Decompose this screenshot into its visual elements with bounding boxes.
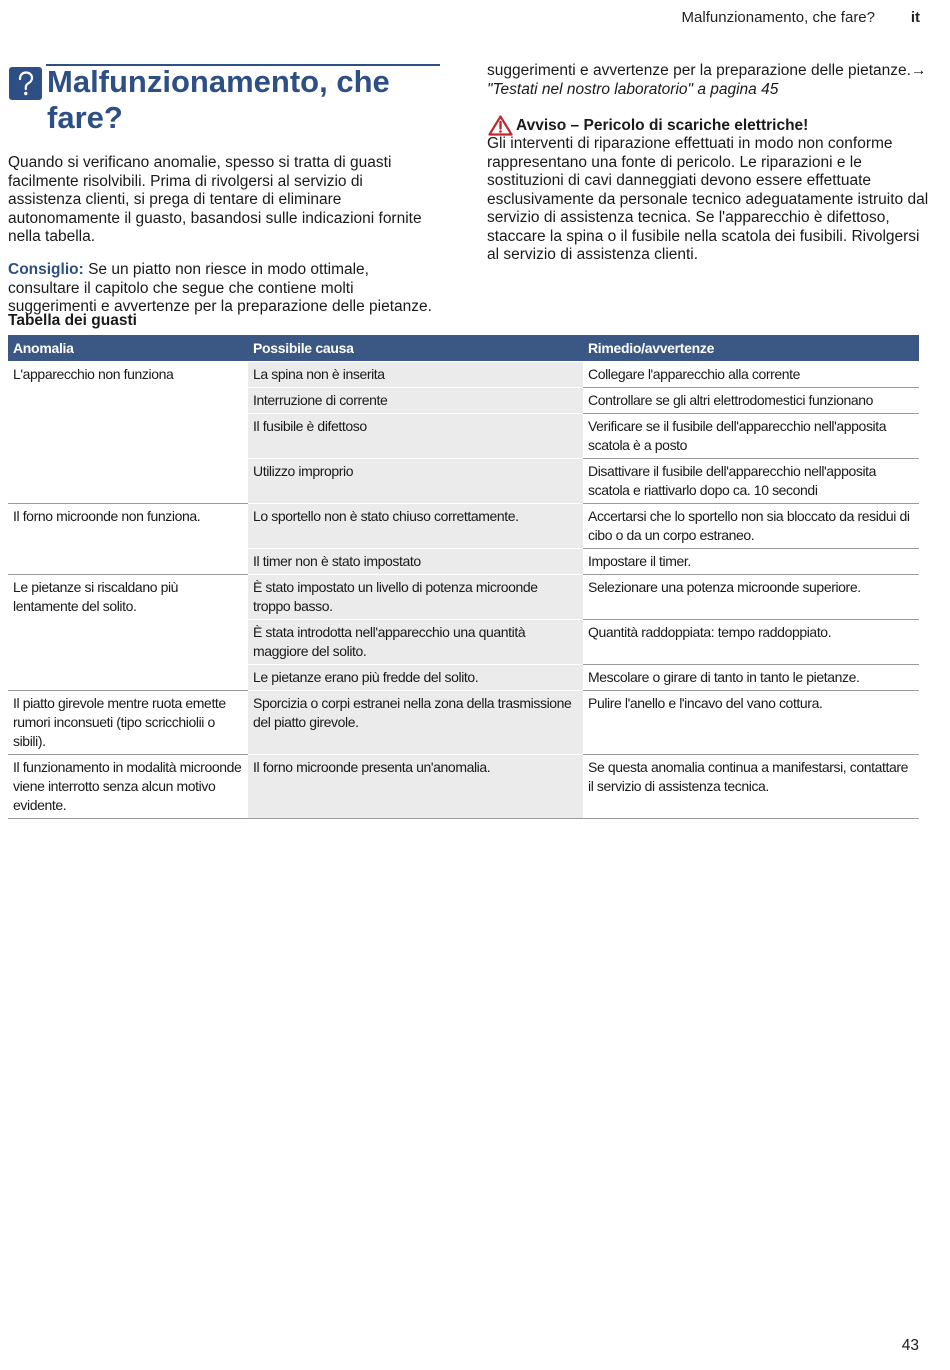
remedy-cell: Selezionare una potenza microonde superiore.: [583, 575, 919, 620]
column-header-cause: Possibile causa: [248, 335, 583, 362]
tip-text: Se un piatto non riesce in modo ottimale, consultare il capitolo che segue che contiene molti suggerimenti e avvertenze per la preparazione delle pietanze.: [8, 261, 432, 315]
remedy-cell: Disattivare il fusibile dell'apparecchio nell'apposita scatola e riattivarlo dopo ca. 10 secondi: [583, 459, 919, 504]
remedy-cell: Quantità raddoppiata: tempo raddoppiato.: [583, 620, 919, 665]
table-row: [8, 691, 919, 755]
table-row: [8, 362, 919, 388]
table-row: [8, 414, 919, 459]
tip-paragraph: [8, 261, 440, 317]
column-header-remedy: Rimedio/avvertenze: [583, 335, 919, 362]
table-row: [8, 504, 919, 549]
language-code: it: [910, 9, 920, 26]
cause-cell: La spina non è inserita: [248, 362, 583, 388]
table-row: [8, 459, 919, 504]
anomaly-cell: [8, 388, 248, 414]
cause-cell: È stato impostato un livello di potenza microonde troppo basso.: [248, 575, 583, 620]
intro-paragraph: Quando si verificano anomalie, spesso si tratta di guasti facilmente risolvibili. Prima di rivolgersi al servizio di assistenza clienti, si prega di tentare di eliminare autonomamente il guasto, basandosi sulle indicazioni fornite nella tabella.: [8, 154, 422, 245]
cause-cell: Le pietanze erano più fredde del solito.: [248, 665, 583, 691]
cause-cell: È stata introdotta nell'apparecchio una quantità maggiore del solito.: [248, 620, 583, 665]
anomaly-cell: [8, 414, 248, 459]
column-header-anomaly: Anomalia: [8, 335, 248, 362]
tip-continuation: suggerimenti e avvertenze per la preparazione delle pietanze.→ "Testati nel nostro laboratorio" a pagina 45: [487, 62, 927, 98]
remedy-cell: Se questa anomalia continua a manifestarsi, contattare il servizio di assistenza tecnica.: [583, 755, 919, 819]
anomaly-cell: Il forno microonde non funziona.: [13, 508, 201, 524]
remedy-cell: Mescolare o girare di tanto in tanto le pietanze.: [583, 665, 919, 691]
table-row: [8, 549, 919, 575]
cause-cell: Il forno microonde presenta un'anomalia.: [248, 755, 583, 819]
remedy-cell: Pulire l'anello e l'incavo del vano cottura.: [583, 691, 919, 755]
table-header-row: [8, 335, 919, 362]
remedy-cell: Impostare il timer.: [583, 549, 919, 575]
question-icon: [9, 67, 42, 100]
cause-cell: Il fusibile è difettoso: [248, 414, 583, 459]
page-reference-link[interactable]: "Testati nel nostro laboratorio" a pagina 45: [487, 80, 779, 98]
table-row: [8, 665, 919, 691]
warning-body: Gli interventi di riparazione effettuati in modo non conforme rappresentano una fonte di pericolo. Le riparazioni e le sostituzioni di cavi danneggiati devono essere effettuate esclusivamente da personale tecnico adeguatamente istruito dal servizio di assistenza tecnica. Se l'apparecchio è difettoso, staccare la spina o il fusibile nella scatola dei fusibili. Rivolgersi al servizio di assistenza clienti.: [487, 135, 929, 263]
anomaly-cell: Il funzionamento in modalità microonde viene interrotto senza alcun motivo evidente.: [8, 755, 248, 819]
cause-cell: Interruzione di corrente: [248, 388, 583, 414]
remedy-cell: Accertarsi che lo sportello non sia bloccato da residui di cibo o da un corpo estraneo.: [583, 504, 919, 549]
anomaly-cell: [8, 549, 248, 575]
table-row: [8, 575, 919, 620]
warning-heading-text: Avviso – Pericolo di scariche elettriche!: [516, 116, 809, 134]
table-caption: Tabella dei guasti: [8, 312, 137, 329]
warning-triangle-icon: [488, 115, 513, 136]
page-number: 43: [901, 1337, 919, 1354]
anomaly-cell: L'apparecchio non funziona: [13, 366, 174, 382]
remedy-cell: Collegare l'apparecchio alla corrente: [583, 362, 919, 388]
running-title: Malfunzionamento, che fare?: [681, 9, 875, 26]
anomaly-cell: [8, 665, 248, 691]
page-title: Malfunzionamento, che fare?: [47, 64, 390, 135]
table-row: [8, 620, 919, 665]
remedy-cell: Verificare se il fusibile dell'apparecchio nell'apposita scatola è a posto: [583, 414, 919, 459]
reference-arrow-icon: →: [910, 62, 927, 79]
cause-cell: Il timer non è stato impostato: [248, 549, 583, 575]
tip-label: Consiglio:: [8, 261, 84, 278]
anomaly-cell: [8, 459, 248, 504]
cause-cell: Lo sportello non è stato chiuso correttamente.: [248, 504, 583, 549]
anomaly-cell: Il piatto girevole mentre ruota emette rumori inconsueti (tipo scricchiolii o sibili).: [8, 691, 248, 755]
anomaly-cell: Le pietanze si riscaldano più lentamente del solito.: [13, 579, 179, 614]
anomaly-cell: [8, 620, 248, 665]
table-row: [8, 388, 919, 414]
warning-heading: [488, 115, 928, 136]
remedy-cell: Controllare se gli altri elettrodomestici funzionano: [583, 388, 919, 414]
fault-table: [8, 335, 919, 819]
cause-cell: Utilizzo improprio: [248, 459, 583, 504]
cause-cell: Sporcizia o corpi estranei nella zona della trasmissione del piatto girevole.: [248, 691, 583, 755]
table-row: [8, 755, 919, 819]
